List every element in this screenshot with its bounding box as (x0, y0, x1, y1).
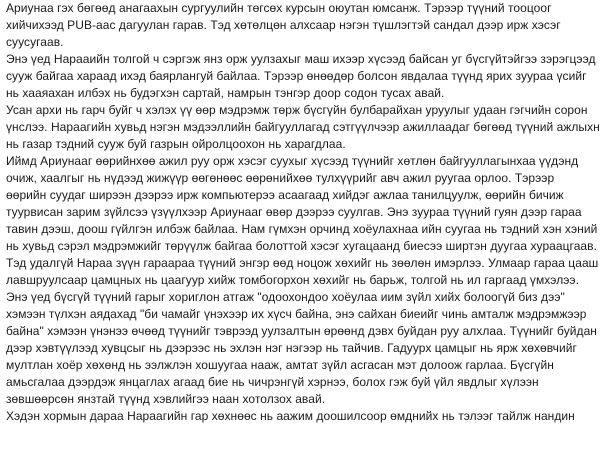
text-line: үнслээ. Нараагийн хувьд нэгэн мэдээллийн байгууллагад сэтгүүлчээр ажиллаадаг бөгөөд түүний ажлыхн (6, 120, 600, 134)
text-line: зөвшөөрсөн янзтай түүнд хэвлийгээ наан хотолзох авай. (6, 392, 326, 406)
paragraph-3 (0, 102, 602, 153)
text-line: суусугаав. (6, 35, 64, 49)
text-line: Энэ үед бүсгүй түүний гарыг хориглон атгаж "одоохондоо хоёулаа иим зүйл хийх болоогүй биз дээ" (6, 290, 565, 304)
text-line: Энэ үед Нарааийн толгой ч сэргэж янз орж уулзахыг маш ихээр хүсээд байсан уг бүсгүйтэйгээ зэрэгцээд (6, 52, 596, 66)
text-line: тавин дээш, доош гүйлгэн илбэж байлаа. Нам гүмхэн орчинд хоёулахнаа ийн суугаа нь тэдний хэн хэний (6, 222, 598, 236)
text-line: хийчихээд PUB-аас дагуулан гарав. Тэд хөтөлцөн алхсаар нэгэн түшлэгтэй сандал дээр ирж хэсэг (6, 18, 561, 32)
text-line: хэмээн түлхэн аядахад "би чамайг үнэхээр их хүсч байна, энэ сайхан биеийг чинь амталж мэдрэмжээр (6, 307, 587, 321)
paragraph-2 (0, 51, 602, 102)
text-line: Иймд Ариунааг өөрийнхөө ажил руу орж хэсэг суухыг хүсээд түүнийг хөтлөн байгууллагынхаа үүдэнд (6, 154, 579, 168)
paragraph-1 (0, 0, 602, 51)
text-line: сууж байгаа хараад ихэд баярлангуй байлаа. Тэрээр өнөөдөр болсон явдалаа түүнд ярих зуураа үсийг (6, 69, 587, 83)
text-line: Усан архи нь гарч буйг ч хэлэх үү өөр мэдрэмж төрж бүсгүйн булбарайхан уруулыг удаан гэгчийн сорон (6, 103, 588, 117)
text-line: лавшруулсаар цамцных нь цаагуур хийж томбогорхон хөхийг нь барьж, толгой нь ил гаргаад үмхэлээ. (6, 273, 579, 287)
text-line: нь хувьд сэрэл мэдрэмжийг төрүүлж байгаа болоттой хэсэг хугацаанд биесээ ширтэн дуугаа хураацгаав. (6, 239, 597, 253)
text-line: мултлан хоёр хөхөнд нь ээлжлэн хошуугаа нааж, амтат зүйл асгасан мэт долоож гарлаа. Бүсгүйн (6, 358, 554, 372)
text-line: амьсгалаа дээрдэж янцаглах агаад бие нь чичрэнгүй хэрнээ, болох гэж буй үйл явдлыг хүлээн (6, 375, 539, 389)
text-line: нь хааяахан илбэх нь будэгхэн сартай, намрын тэнгэр доор содон тусах авай. (6, 86, 445, 100)
paragraph-5 (0, 289, 602, 408)
text-line: өөрийн суудаг ширээн дээрээ ирж компьютерээ асаагаад хийдэг ажлаа танилцуулж, өөрийн бичиж (6, 188, 564, 202)
text-line: байна" хэмээн үнэнээ өчөөд түүнийг тэврээд уулзалтын өрөөнд дэвх буйдан руу алхлаа. Түүнийг буйдан (6, 324, 597, 338)
text-line: Тэд удалгүй Нараа зүүн гараараа түүний энгэр өөд ноцож хөхийг нь зөөлөн имэрлээ. Улмаар гараа цааш (6, 256, 599, 270)
text-line: туурвисан зарим зүйлсээ үзүүлхээр Ариунааг өвөр дээрээ суулгав. Энэ зуураа түүний гуян дээр гараа (6, 205, 582, 219)
text-line: дээр хэвтүүлээд хувцсыг нь дээрээс нь эхлэн нэг нэгээр нь тайчив. Гадуурх цамцыг нь ярж хөхөвчийг (6, 341, 577, 355)
paragraph-6 (0, 408, 602, 425)
paragraph-4 (0, 153, 602, 289)
text-line: Хэдэн хормын дараа Нараагийн гар хөхнөөс нь аажим доошилсоор өмднийх нь тэлээг тайлж нандин (6, 409, 575, 423)
text-line: нь газар тэдний сууж буй газрын ойролцоохон нь харагдлаа. (6, 137, 346, 151)
text-line: очиж, хаалгыг нь нүдээд жижүүр өөгөнөөс өөрөнийхөө тулхүүрийг авч ажил руугаа орлоо. Тэрээр (6, 171, 555, 185)
text-line: Ариунаа гэх бөгөөд анагаахын сургуулийн төгсөх курсын оюутан юмсанж. Тэрээр түүний тооцоог (6, 1, 552, 15)
